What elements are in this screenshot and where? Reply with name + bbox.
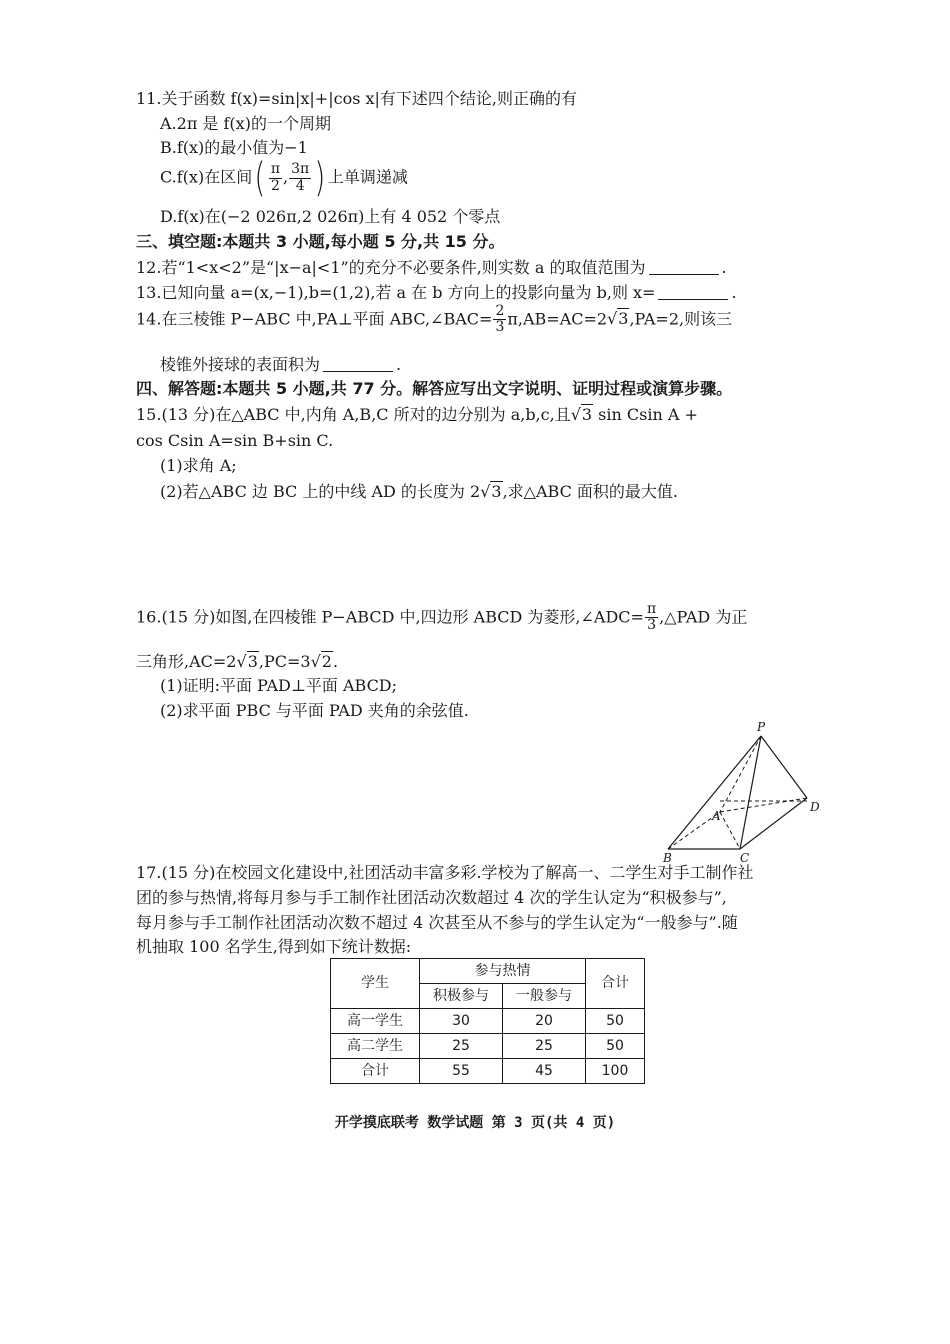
sqrt: √3: [570, 405, 593, 424]
q12: 12.若“1<x<2”是“|x−a|<1”的充分不必要条件,则实数 a 的取值范围为 .: [136, 258, 727, 277]
table-cell: 50: [586, 1009, 645, 1034]
q16-line1: 16.(15 分)如图,在四棱锥 P−ABCD 中,四边形 ABCD 为菱形,∠ADC= $\frac{\pi}{3}$ ,△PAD 为正: [136, 601, 748, 634]
answer-blank: [649, 260, 719, 275]
edge-cd: [740, 798, 807, 849]
q17-line4: 机抽取 100 名学生,得到如下统计数据:: [136, 937, 412, 956]
sqrt: √3: [607, 309, 629, 329]
label-p: P: [757, 720, 766, 734]
q11-option-c: C.f(x)在区间( $\frac{\pi}{2}$ , $\frac{3\pi}{4}$ ) 上单调递减: [160, 155, 408, 201]
edge-ac: [720, 812, 740, 849]
statistics-table: [330, 958, 645, 1084]
fraction: $\frac{\pi}{3}$: [646, 601, 657, 634]
edge-pd: [761, 736, 807, 798]
fraction: $\frac{2}{3}$: [495, 303, 505, 336]
edge-pa: [720, 736, 761, 812]
table-row: [331, 1059, 645, 1084]
edge-pc: [740, 736, 761, 849]
header-total: 合计: [586, 959, 645, 1009]
table-cell: 25: [420, 1034, 503, 1059]
q15-line2: cos Csin A=sin B+sin C.: [136, 431, 334, 450]
page-footer: 开学摸底联考 数学试题 第 3 页(共 4 页): [334, 1115, 616, 1131]
header-general: 一般参与: [503, 984, 586, 1009]
table-cell: 20: [503, 1009, 586, 1034]
table-row: [331, 1009, 645, 1034]
q17-line3: 每月参与手工制作社团活动次数不超过 4 次甚至从不参与的学生认定为“一般参与”.随: [136, 913, 738, 932]
left-paren: (: [254, 155, 266, 201]
q17-line2: 团的参与热情,将每月参与手工制作社团活动次数超过 4 次的学生认定为“积极参与”,: [136, 888, 727, 907]
label-d: D: [810, 800, 820, 814]
pyramid-figure: [660, 716, 830, 864]
answer-blank: [323, 357, 393, 372]
q15-part2: (2)若△ABC 边 BC 上的中线 AD 的长度为 2√3,求△ABC 面积的最大值.: [160, 482, 679, 501]
q14-line1: 14.在三棱锥 P−ABC 中,PA⊥平面 ABC,∠BAC= $\frac{2}{3}$ π,AB=AC=2√3,PA=2,则该三: [136, 303, 733, 336]
fraction: $\frac{3\pi}{4}$: [291, 161, 310, 194]
table-cell: 高二学生: [331, 1034, 420, 1059]
q17-line1: 17.(15 分)在校园文化建设中,社团活动丰富多彩.学校为了解高一、二学生对手工制作社: [136, 863, 754, 882]
q11-stem: 11.关于函数 f(x)=sin|x|+|cos x|有下述四个结论,则正确的有: [136, 89, 577, 108]
q15-part1: (1)求角 A;: [160, 456, 237, 475]
header-student: 学生: [331, 959, 420, 1009]
table-cell: 30: [420, 1009, 503, 1034]
sqrt: √3: [480, 482, 502, 501]
section-4-heading: 四、解答题:本题共 5 小题,共 77 分。解答应写出文字说明、证明过程或演算步骤。: [136, 379, 733, 398]
table-row: [331, 1034, 645, 1059]
table-cell: 高一学生: [331, 1009, 420, 1034]
table-cell: 100: [586, 1059, 645, 1084]
right-paren: ): [314, 155, 326, 201]
label-a: A: [712, 809, 721, 823]
sqrt: √2: [310, 652, 332, 671]
header-group: 参与热情: [420, 959, 586, 984]
section-3-heading: 三、填空题:本题共 3 小题,每小题 5 分,共 15 分。: [136, 232, 505, 251]
table-cell: 50: [586, 1034, 645, 1059]
edge-pb: [668, 736, 761, 849]
label-b: B: [663, 851, 672, 864]
label-c: C: [740, 851, 750, 864]
table-cell: 45: [503, 1059, 586, 1084]
edge-ad: [720, 798, 807, 812]
q14-line2: 棱锥外接球的表面积为 .: [160, 355, 402, 374]
table-cell: 合计: [331, 1059, 420, 1084]
sqrt: √3: [236, 652, 258, 671]
q15-line1: 15.(13 分)在△ABC 中,内角 A,B,C 所对的边分别为 a,b,c,且√3 sin Csin A +: [136, 405, 698, 424]
fraction: $\frac{\pi}{2}$: [270, 161, 281, 194]
q11-option-a: A.2π 是 f(x)的一个周期: [160, 114, 331, 133]
q11-option-b: B.f(x)的最小值为−1: [160, 138, 308, 157]
q16-part1: (1)证明:平面 PAD⊥平面 ABCD;: [160, 676, 398, 695]
table-cell: 55: [420, 1059, 503, 1084]
header-active: 积极参与: [420, 984, 503, 1009]
q16-part2: (2)求平面 PBC 与平面 PAD 夹角的余弦值.: [160, 701, 469, 720]
table-cell: 25: [503, 1034, 586, 1059]
q13: 13.已知向量 a=(x,−1),b=(1,2),若 a 在 b 方向上的投影向量为 b,则 x= .: [136, 283, 737, 302]
q16-line2: 三角形,AC=2√3,PC=3√2.: [136, 652, 339, 671]
answer-blank: [658, 285, 728, 300]
q11-option-d: D.f(x)在(−2 026π,2 026π)上有 4 052 个零点: [160, 207, 501, 226]
